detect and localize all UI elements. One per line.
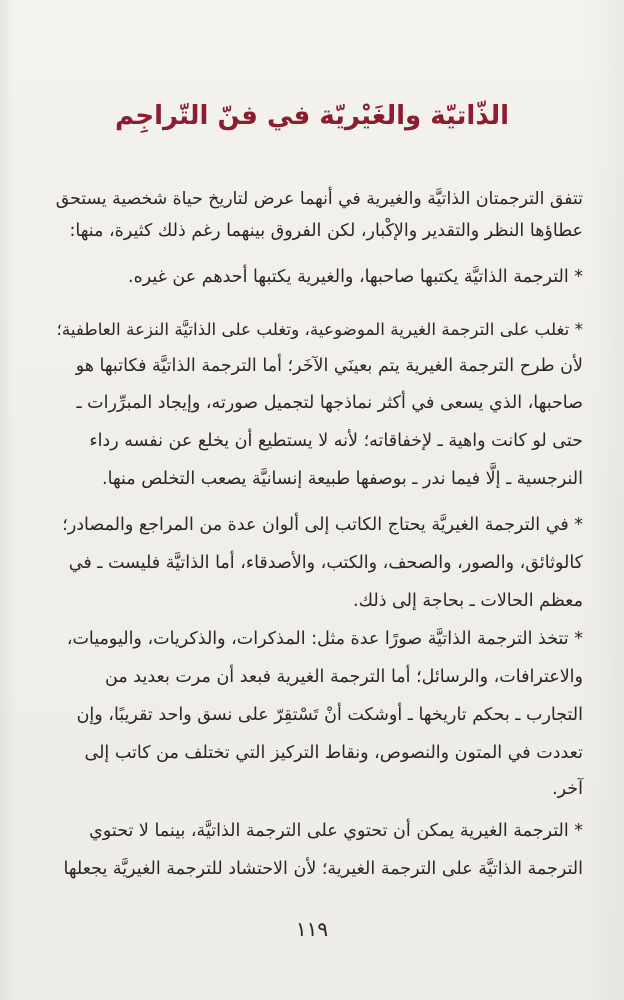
body-line-2: عطاؤها النظر والتقدير والإكْبار، لكن الفروق بينهما رغم ذلك كثيرة، منها:: [69, 221, 583, 241]
body-line-13: والاعترافات، والرسائل؛ أما الترجمة الغيرية فبعد أن مرت بعديد من: [105, 667, 583, 687]
body-line-7: حتى لو كانت واهية ـ لإخفاقاته؛ لأنه لا يستطيع أن يخلع عن نفسه رداء: [89, 431, 583, 451]
body-line-15: تعددت في المتون والنصوص، ونقاط التركيز التي تختلف من كاتب إلى: [84, 743, 583, 763]
body-line-16: آخر.: [552, 779, 583, 799]
body-line-8: النرجسية ـ إلَّا فيما ندر ـ بوصفها طبيعة إنسانيَّة يصعب التخلص منها.: [102, 469, 583, 489]
body-line-14: التجارب ـ بحكم تاريخها ـ أوشكت أنْ تَسْتقِرّ على نسق واحد تقريبًا، وإن: [76, 705, 583, 725]
body-line-17: * الترجمة الغيرية يمكن أن تحتوي على الترجمة الذاتيَّة، بينما لا تحتوي: [89, 821, 583, 841]
chapter-title: الذّاتيّة والغَيْريّة في فنّ التّراجِم: [114, 101, 510, 131]
body-line-10: كالوثائق، والصور، والصحف، والكتب، والأصدقاء، أما الذاتيَّة فليست ـ في: [68, 553, 583, 573]
body-line-1: تتفق الترجمتان الذاتيَّة والغيرية في أنهما عرض لتاريخ حياة شخصية يستحق: [55, 189, 583, 209]
body-line-4: * تغلب على الترجمة الغيرية الموضوعية، وتغلب على الذاتيَّة النزعة العاطفية؛: [56, 319, 583, 339]
page-number: ١١٩: [295, 917, 329, 941]
body-line-5: لأن طرح الترجمة الغيرية يتم بعينَي الآخَر؛ أما الترجمة الذاتيَّة فكاتبها هو: [75, 356, 583, 376]
body-line-3: * الترجمة الذاتيَّة يكتبها صاحبها، والغيرية يكتبها أحدهم عن غيره.: [128, 267, 583, 287]
body-line-12: * تتخذ الترجمة الذاتيَّة صورًا عدة مثل: المذكرات، والذكريات، واليوميات،: [66, 629, 583, 649]
body-line-18: الترجمة الذاتيَّة على الترجمة الغيرية؛ لأن الاحتشاد للترجمة الغيريَّة يجعلها: [63, 859, 583, 879]
body-line-9: * في الترجمة الغيريَّة يحتاج الكاتب إلى ألوان عدة من المراجع والمصادر؛: [62, 515, 583, 535]
body-line-6: صاحبها، الذي يسعى في أكثر نماذجها لتجميل صورته، وإيجاد المبرِّرات ـ: [76, 393, 583, 413]
body-line-11: معظم الحالات ـ بحاجة إلى ذلك.: [353, 591, 583, 611]
